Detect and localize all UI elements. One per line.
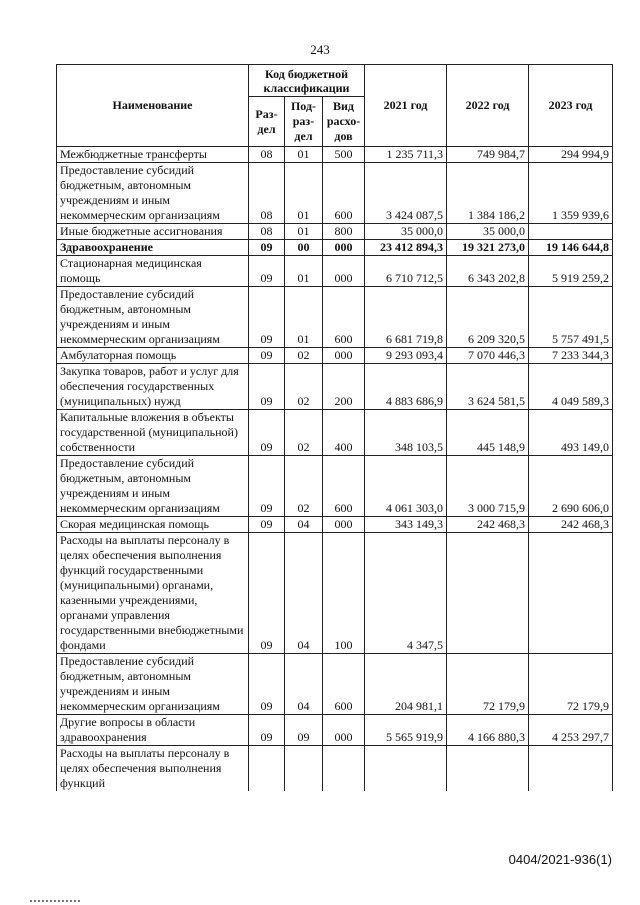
row-vid: 600	[323, 456, 365, 517]
row-razdel: 09	[249, 517, 285, 533]
row-name: Капитальные вложения в объекты государственной (муниципальной) собственности	[57, 410, 249, 456]
row-vid: 600	[323, 287, 365, 348]
row-value-2023: 1 359 939,6	[529, 163, 613, 224]
row-podrazdel: 02	[285, 456, 323, 517]
row-value-2022: 19 321 273,0	[447, 240, 529, 256]
header-2023: 2023 год	[529, 65, 613, 147]
row-razdel: 09	[249, 654, 285, 715]
row-value-2022	[447, 533, 529, 654]
row-value-2023: 242 468,3	[529, 517, 613, 533]
row-value-2021: 9 293 093,4	[365, 348, 447, 364]
row-podrazdel: 02	[285, 348, 323, 364]
table-row	[57, 147, 613, 163]
row-razdel: 08	[249, 163, 285, 224]
row-value-2022: 72 179,9	[447, 654, 529, 715]
row-value-2023: 19 146 644,8	[529, 240, 613, 256]
row-name: Предоставление субсидий бюджетным, автономным учреждениям и иным некоммерческим организациям	[57, 456, 249, 517]
row-value-2023	[529, 533, 613, 654]
row-value-2023: 72 179,9	[529, 654, 613, 715]
row-value-2023	[529, 746, 613, 792]
row-name: Расходы на выплаты персоналу в целях обеспечения выполнения функций государственными (муниципальными) органами, казенными учреждениями, органами управления государственными внебюджетными фондами	[57, 533, 249, 654]
row-value-2023	[529, 224, 613, 240]
row-vid: 200	[323, 364, 365, 410]
table-row	[57, 348, 613, 364]
header-vid: Вид расхо-дов	[323, 97, 365, 147]
row-vid: 500	[323, 147, 365, 163]
row-value-2021: 343 149,3	[365, 517, 447, 533]
row-name: Предоставление субсидий бюджетным, автономным учреждениям и иным некоммерческим организациям	[57, 287, 249, 348]
table-row	[57, 287, 613, 348]
row-value-2022: 3 624 581,5	[447, 364, 529, 410]
table-row	[57, 224, 613, 240]
header-2021: 2021 год	[365, 65, 447, 147]
row-name: Здравоохранение	[57, 240, 249, 256]
row-razdel: 09	[249, 240, 285, 256]
row-value-2021: 4 883 686,9	[365, 364, 447, 410]
row-razdel: 08	[249, 147, 285, 163]
row-podrazdel: 01	[285, 147, 323, 163]
row-value-2021: 6 710 712,5	[365, 256, 447, 287]
row-razdel	[249, 746, 285, 792]
row-value-2023: 4 253 297,7	[529, 715, 613, 746]
header-podrazdel: Под-раз-дел	[285, 97, 323, 147]
table-row	[57, 364, 613, 410]
row-vid: 000	[323, 715, 365, 746]
row-value-2022: 3 000 715,9	[447, 456, 529, 517]
row-value-2022	[447, 746, 529, 792]
table-row	[57, 410, 613, 456]
row-value-2023: 2 690 606,0	[529, 456, 613, 517]
row-vid: 000	[323, 517, 365, 533]
row-vid: 100	[323, 533, 365, 654]
scan-artifact	[30, 900, 80, 905]
row-value-2023: 5 757 491,5	[529, 287, 613, 348]
row-value-2021: 204 981,1	[365, 654, 447, 715]
document-number: 0404/2021-936(1)	[508, 852, 612, 867]
row-value-2021: 3 424 087,5	[365, 163, 447, 224]
row-name: Расходы на выплаты персоналу в целях обеспечения выполнения функций	[57, 746, 249, 792]
row-podrazdel: 01	[285, 287, 323, 348]
row-name: Межбюджетные трансферты	[57, 147, 249, 163]
table-row	[57, 715, 613, 746]
row-name: Другие вопросы в области здравоохранения	[57, 715, 249, 746]
row-podrazdel: 01	[285, 224, 323, 240]
row-razdel: 09	[249, 256, 285, 287]
row-razdel: 08	[249, 224, 285, 240]
row-value-2021: 35 000,0	[365, 224, 447, 240]
row-razdel: 09	[249, 715, 285, 746]
table-row	[57, 456, 613, 517]
budget-table	[56, 64, 613, 791]
table-row	[57, 746, 613, 792]
row-vid: 000	[323, 256, 365, 287]
row-value-2021: 4 061 303,0	[365, 456, 447, 517]
row-name: Иные бюджетные ассигнования	[57, 224, 249, 240]
table-row	[57, 163, 613, 224]
row-podrazdel: 04	[285, 517, 323, 533]
row-vid: 000	[323, 348, 365, 364]
row-podrazdel: 01	[285, 163, 323, 224]
row-razdel: 09	[249, 410, 285, 456]
row-value-2022: 1 384 186,2	[447, 163, 529, 224]
row-podrazdel: 01	[285, 256, 323, 287]
row-name: Предоставление субсидий бюджетным, автономным учреждениям и иным некоммерческим организациям	[57, 163, 249, 224]
row-value-2022: 35 000,0	[447, 224, 529, 240]
row-value-2023: 493 149,0	[529, 410, 613, 456]
row-razdel: 09	[249, 287, 285, 348]
row-razdel: 09	[249, 348, 285, 364]
row-value-2021	[365, 746, 447, 792]
row-vid: 800	[323, 224, 365, 240]
row-vid: 400	[323, 410, 365, 456]
row-value-2022: 242 468,3	[447, 517, 529, 533]
row-name: Амбулаторная помощь	[57, 348, 249, 364]
row-name: Закупка товаров, работ и услуг для обеспечения государственных (муниципальных) нужд	[57, 364, 249, 410]
row-value-2021: 5 565 919,9	[365, 715, 447, 746]
row-vid: 600	[323, 654, 365, 715]
row-value-2022: 445 148,9	[447, 410, 529, 456]
row-value-2021: 348 103,5	[365, 410, 447, 456]
row-value-2021: 23 412 894,3	[365, 240, 447, 256]
row-value-2022: 749 984,7	[447, 147, 529, 163]
row-name: Стационарная медицинская помощь	[57, 256, 249, 287]
header-code-group: Код бюджетной классификации	[249, 65, 365, 97]
table-row	[57, 240, 613, 256]
page-number: 243	[310, 42, 330, 57]
row-podrazdel	[285, 746, 323, 792]
row-value-2022: 6 209 320,5	[447, 287, 529, 348]
row-vid	[323, 746, 365, 792]
header-2022: 2022 год	[447, 65, 529, 147]
row-value-2021: 1 235 711,3	[365, 147, 447, 163]
row-podrazdel: 09	[285, 715, 323, 746]
row-value-2021: 4 347,5	[365, 533, 447, 654]
row-podrazdel: 02	[285, 410, 323, 456]
row-value-2023: 7 233 344,3	[529, 348, 613, 364]
table-row	[57, 517, 613, 533]
row-razdel: 09	[249, 364, 285, 410]
row-podrazdel: 04	[285, 654, 323, 715]
row-value-2023: 4 049 589,3	[529, 364, 613, 410]
row-value-2023: 5 919 259,2	[529, 256, 613, 287]
row-value-2022: 4 166 880,3	[447, 715, 529, 746]
row-vid: 600	[323, 163, 365, 224]
table-row	[57, 654, 613, 715]
row-name: Предоставление субсидий бюджетным, автономным учреждениям и иным некоммерческим организациям	[57, 654, 249, 715]
row-value-2021: 6 681 719,8	[365, 287, 447, 348]
row-podrazdel: 04	[285, 533, 323, 654]
row-podrazdel: 02	[285, 364, 323, 410]
row-podrazdel: 00	[285, 240, 323, 256]
row-name: Скорая медицинская помощь	[57, 517, 249, 533]
header-name: Наименование	[57, 65, 249, 147]
row-razdel: 09	[249, 533, 285, 654]
header-razdel: Раз-дел	[249, 97, 285, 147]
row-value-2023: 294 994,9	[529, 147, 613, 163]
table-row	[57, 256, 613, 287]
row-value-2022: 6 343 202,8	[447, 256, 529, 287]
row-razdel: 09	[249, 456, 285, 517]
table-body	[57, 147, 613, 792]
row-value-2022: 7 070 446,3	[447, 348, 529, 364]
row-vid: 000	[323, 240, 365, 256]
table-row	[57, 533, 613, 654]
